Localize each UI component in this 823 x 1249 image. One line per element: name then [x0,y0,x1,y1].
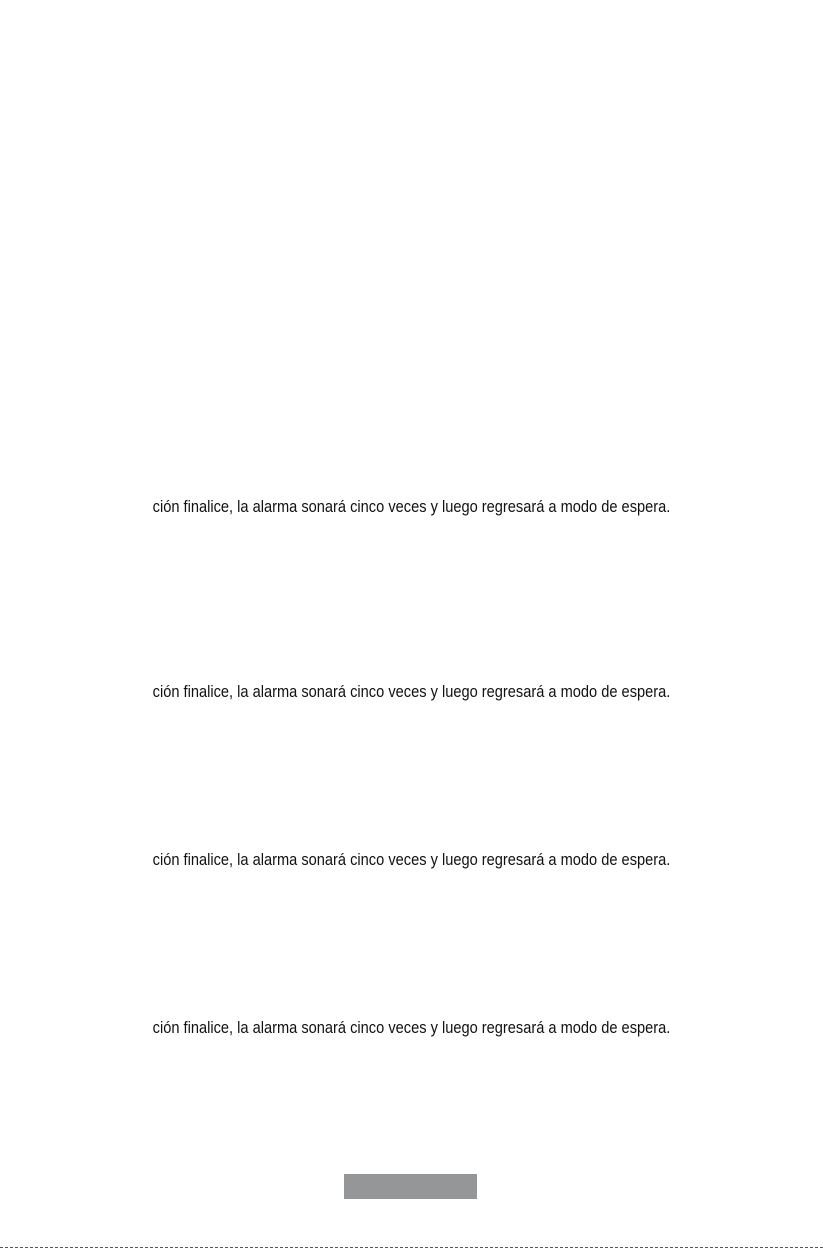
page-number-bar [344,1174,477,1199]
body-text-line: ción finalice, la alarma sonará cinco veces y luego regresará a modo de espera. [152,497,671,516]
body-text-line: ción finalice, la alarma sonará cinco veces y luego regresará a modo de espera. [152,1018,671,1037]
trim-line [0,1247,823,1248]
body-text-line: ción finalice, la alarma sonará cinco veces y luego regresará a modo de espera. [152,682,671,701]
body-text-line: ción finalice, la alarma sonará cinco veces y luego regresará a modo de espera. [152,850,671,869]
